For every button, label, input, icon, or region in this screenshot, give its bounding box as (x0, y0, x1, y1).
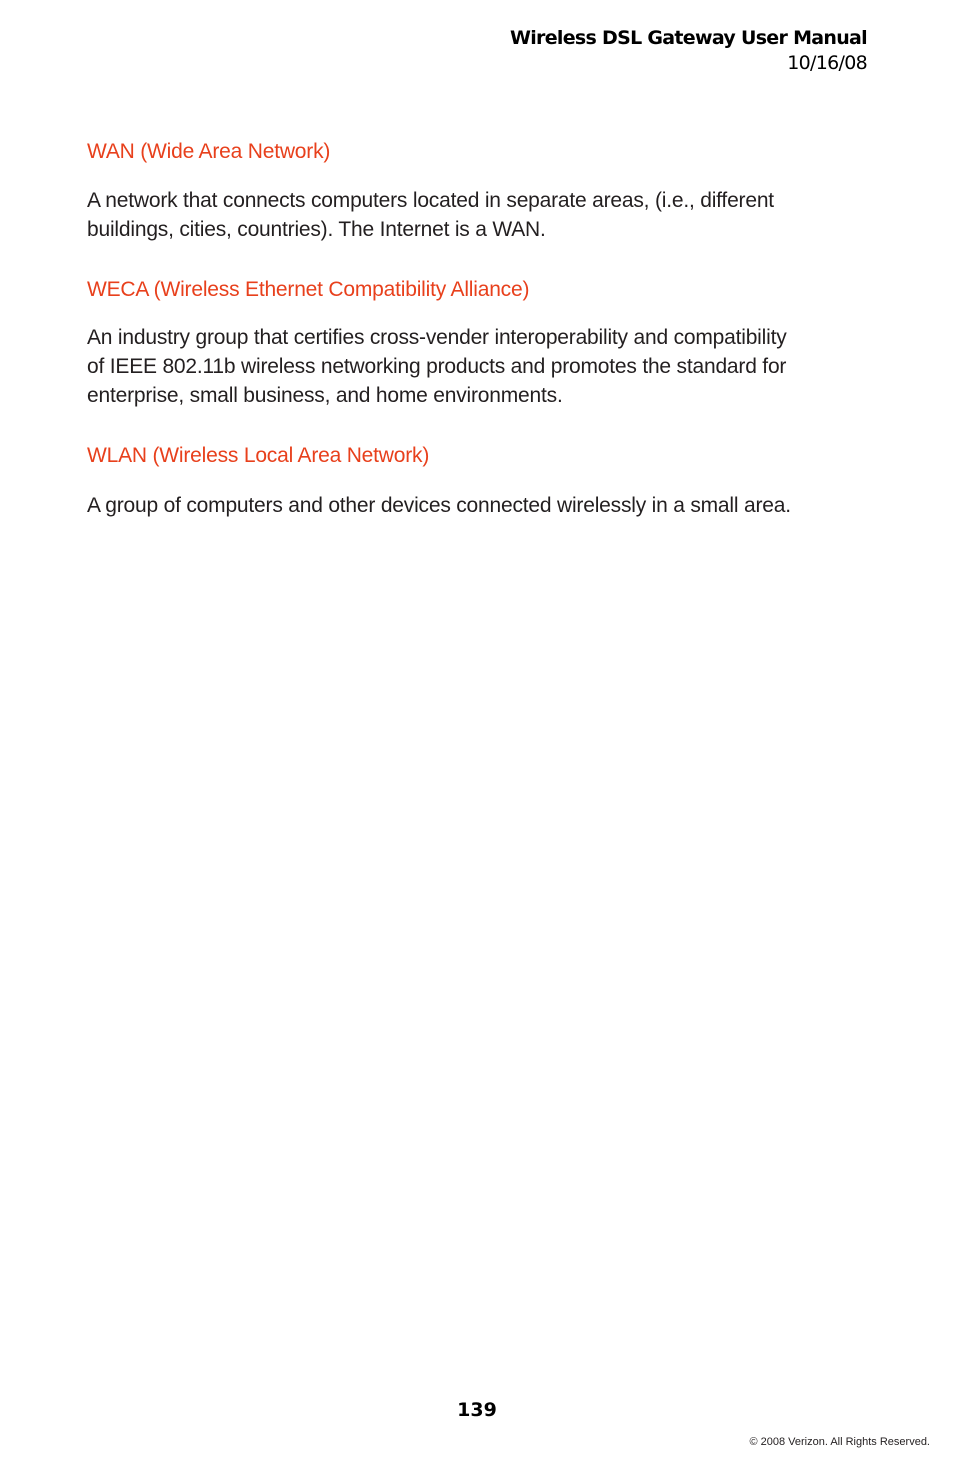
glossary-definition (87, 323, 877, 410)
glossary-entry-wan (87, 136, 877, 244)
definition-line: buildings, cities, countries). The Internet is a WAN. (87, 218, 546, 241)
manual-title: Wireless DSL Gateway User Manual (509, 27, 867, 49)
glossary-term: WLAN (Wireless Local Area Network) (87, 444, 430, 467)
definition-line: An industry group that certifies cross-vender interoperability and compatibility (87, 326, 787, 349)
definition-line: A network that connects computers located in separate areas, (i.e., different (87, 189, 774, 212)
glossary-term: WAN (Wide Area Network) (87, 140, 331, 163)
glossary-entry-wlan (87, 440, 877, 520)
glossary-content (87, 136, 877, 520)
definition-line: of IEEE 802.11b wireless networking products and promotes the standard for (87, 355, 787, 378)
page-number: 139 (457, 1399, 497, 1421)
glossary-entry-weca (87, 274, 877, 410)
copyright-notice: © 2008 Verizon. All Rights Reserved. (749, 1436, 930, 1448)
definition-line: enterprise, small business, and home environments. (87, 384, 563, 407)
glossary-definition (87, 491, 877, 520)
page-header (510, 26, 867, 76)
definition-line: A group of computers and other devices connected wirelessly in a small area. (87, 494, 791, 517)
glossary-term: WECA (Wireless Ethernet Compatibility Alliance) (87, 278, 530, 301)
glossary-definition (87, 186, 877, 244)
manual-date: 10/16/08 (787, 52, 867, 74)
